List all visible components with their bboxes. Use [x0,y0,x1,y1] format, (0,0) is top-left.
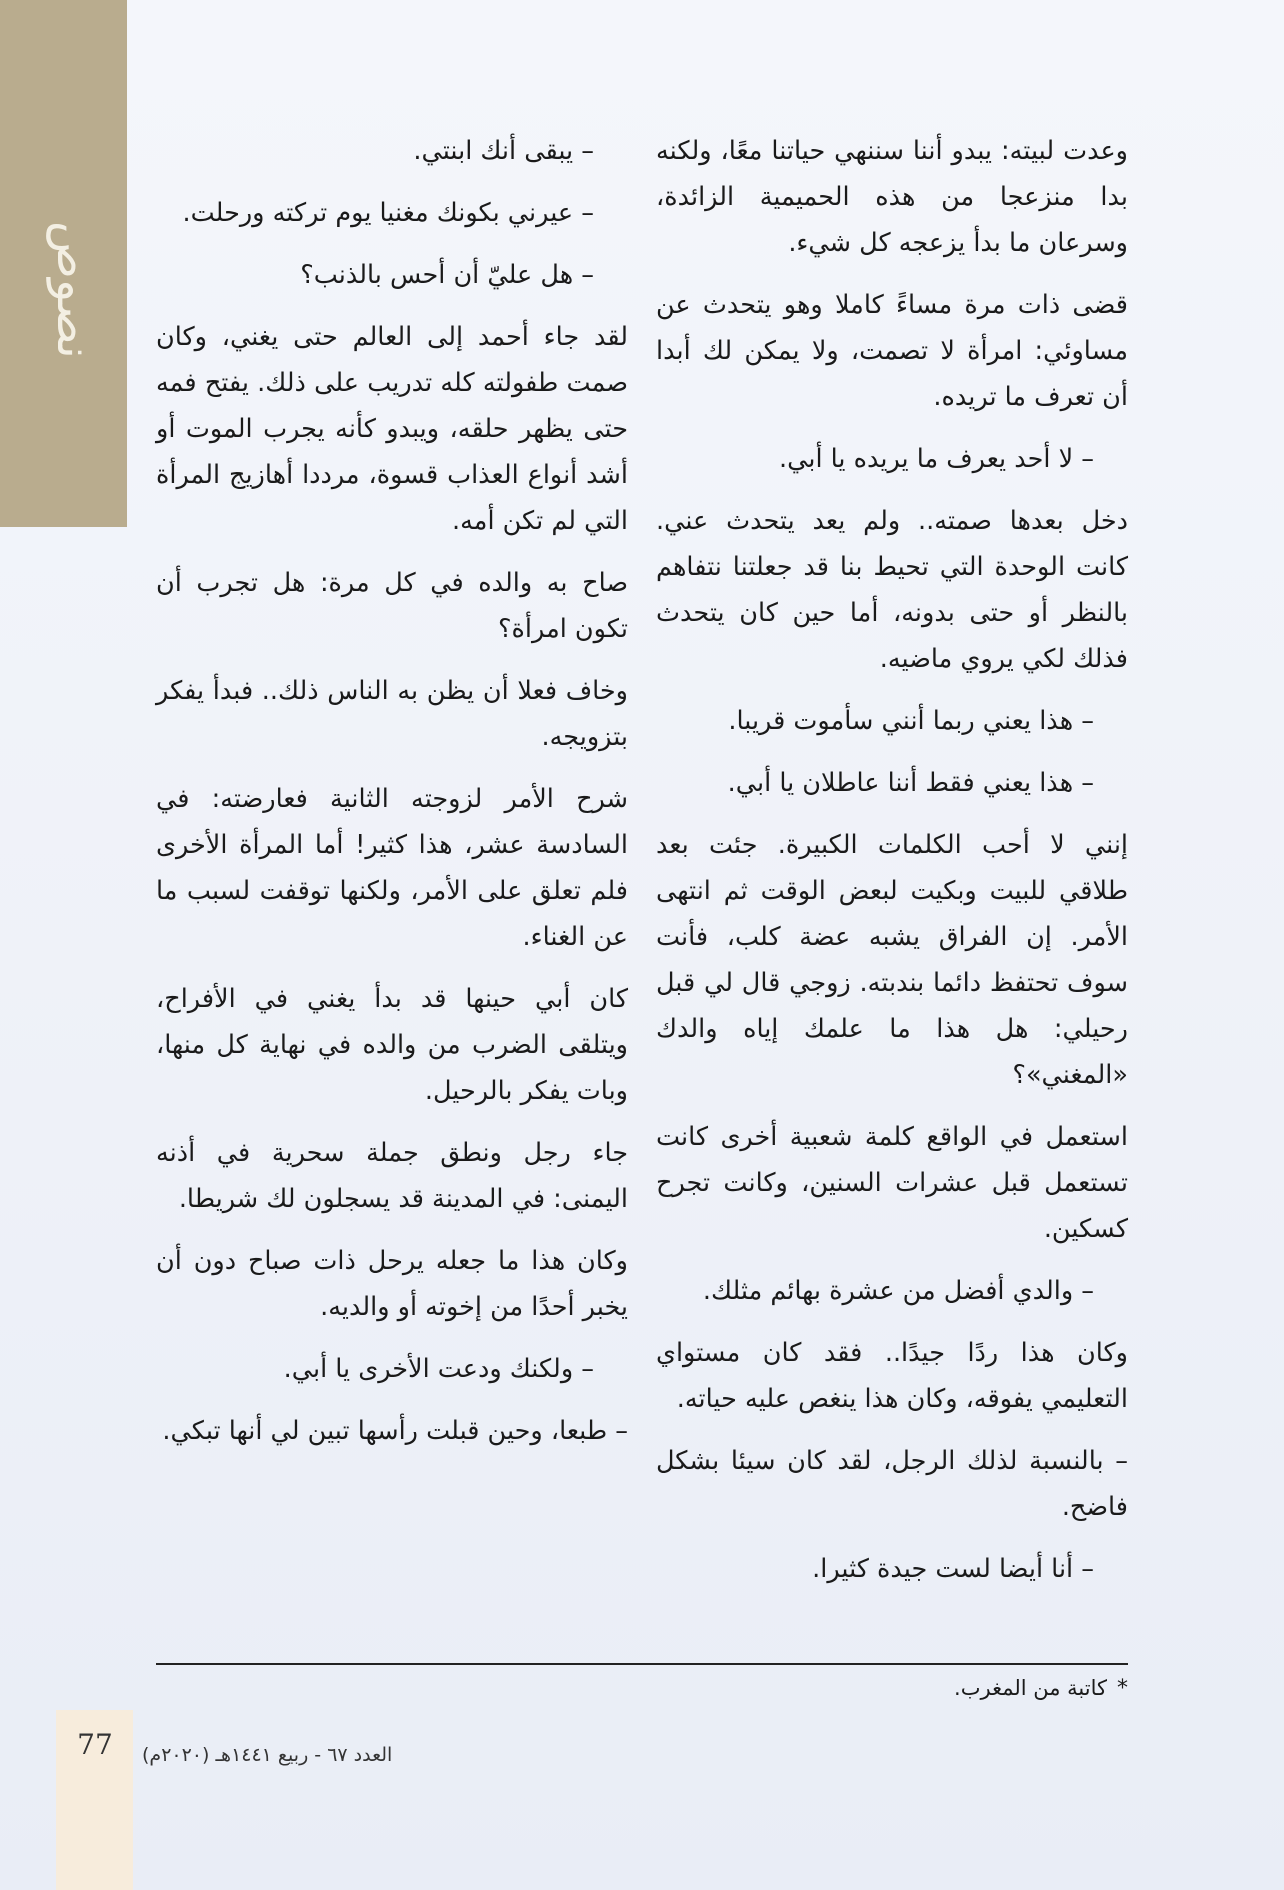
dialogue-line: – هذا يعني فقط أننا عاطلان يا أبي. [727,768,1094,798]
text-column-right [656,128,1128,1608]
text-column-left [156,128,628,1470]
footnote-marker: * [1117,1676,1128,1701]
dialogue-line: – هل عليّ أن أحس بالذنب؟ [300,260,594,290]
dialogue-line: – بالنسبة لذلك الرجل، لقد كان سيئا بشكل فاضح. [656,1446,1128,1522]
paragraph: شرح الأمر لزوجته الثانية فعارضته: في السادسة عشر، هذا كثير! أما المرأة الأخرى فلم تعلق على الأمر، ولكنها توقفت لسبب ما عن الغناء. [156,784,628,952]
paragraph: صاح به والده في كل مرة: هل تجرب أن تكون امرأة؟ [156,568,628,644]
dialogue-line: – أنا أيضا لست جيدة كثيرا. [812,1554,1094,1584]
paragraph: كان أبي حينها قد بدأ يغني في الأفراح، ويتلقى الضرب من والده في نهاية كل منها، وبات يفكر بالرحيل. [156,984,628,1106]
paragraph: دخل بعدها صمته.. ولم يعد يتحدث عني. كانت الوحدة التي تحيط بنا قد جعلتنا نتفاهم بالنظر أو حتى بدونه، أما حين كان يتحدث فذلك لكي يروي ماضيه. [656,506,1128,674]
section-tab-label: نصوص [46,221,102,359]
dialogue-line: – يبقى أنك ابنتي. [413,136,594,166]
paragraph: وكان هذا ردًا جيدًا.. فقد كان مستواي التعليمي يفوقه، وكان هذا ينغص عليه حياته. [656,1338,1128,1414]
paragraph: لقد جاء أحمد إلى العالم حتى يغني، وكان صمت طفولته كله تدريب على ذلك. يفتح فمه حتى يظهر حلقه، ويبدو كأنه يجرب الموت أو أشد أنواع العذاب قسوة، مرددا أهازيج المرأة التي لم تكن أمه. [156,322,628,536]
paragraph: وخاف فعلا أن يظن به الناس ذلك.. فبدأ يفكر بتزويجه. [156,676,628,752]
paragraph: وعدت لبيته: يبدو أننا سننهي حياتنا معًا، ولكنه بدا منزعجا من هذه الحميمية الزائدة، وسرعان ما بدأ يزعجه كل شيء. [656,136,1128,258]
dialogue-line: – هذا يعني ربما أنني سأموت قريبا. [728,706,1094,736]
paragraph: وكان هذا ما جعله يرحل ذات صباح دون أن يخبر أحدًا من إخوته أو والديه. [156,1246,628,1322]
dialogue-line: – والدي أفضل من عشرة بهائم مثلك. [702,1276,1094,1306]
footnote-divider [156,1663,1128,1665]
section-tab [0,0,127,527]
paragraph: إنني لا أحب الكلمات الكبيرة. جئت بعد طلاقي للبيت وبكيت لبعض الوقت ثم انتهى الأمر. إن الفراق يشبه عضة كلب، فأنت سوف تحتفظ دائما بندبته. زوجي قال لي قبل رحيلي: هل هذا ما علمك إياه والدك «المغني»؟ [656,830,1128,1090]
page-number: 77 [77,1728,113,1761]
paragraph: استعمل في الواقع كلمة شعبية أخرى كانت تستعمل قبل عشرات السنين، وكانت تجرح كسكين. [656,1122,1128,1244]
footnote [640,1670,1128,1707]
paragraph: جاء رجل ونطق جملة سحرية في أذنه اليمنى: في المدينة قد يسجلون لك شريطا. [156,1138,628,1214]
paragraph: قضى ذات مرة مساءً كاملا وهو يتحدث عن مساوئي: امرأة لا تصمت، ولا يمكن لك أبدا أن تعرف ما تريده. [656,290,1128,412]
dialogue-line: – لا أحد يعرف ما يريده يا أبي. [778,444,1094,474]
footnote-text: كاتبة من المغرب. [954,1676,1107,1700]
issue-info: العدد ٦٧ - ربيع ١٤٤١هـ (٢٠٢٠م) [142,1744,393,1766]
dialogue-line: – ولكنك ودعت الأخرى يا أبي. [283,1354,594,1384]
dialogue-line: – طبعا، وحين قبلت رأسها تبين لي أنها تبكي. [162,1416,628,1446]
dialogue-line: – عيرني بكونك مغنيا يوم تركته ورحلت. [182,198,594,228]
